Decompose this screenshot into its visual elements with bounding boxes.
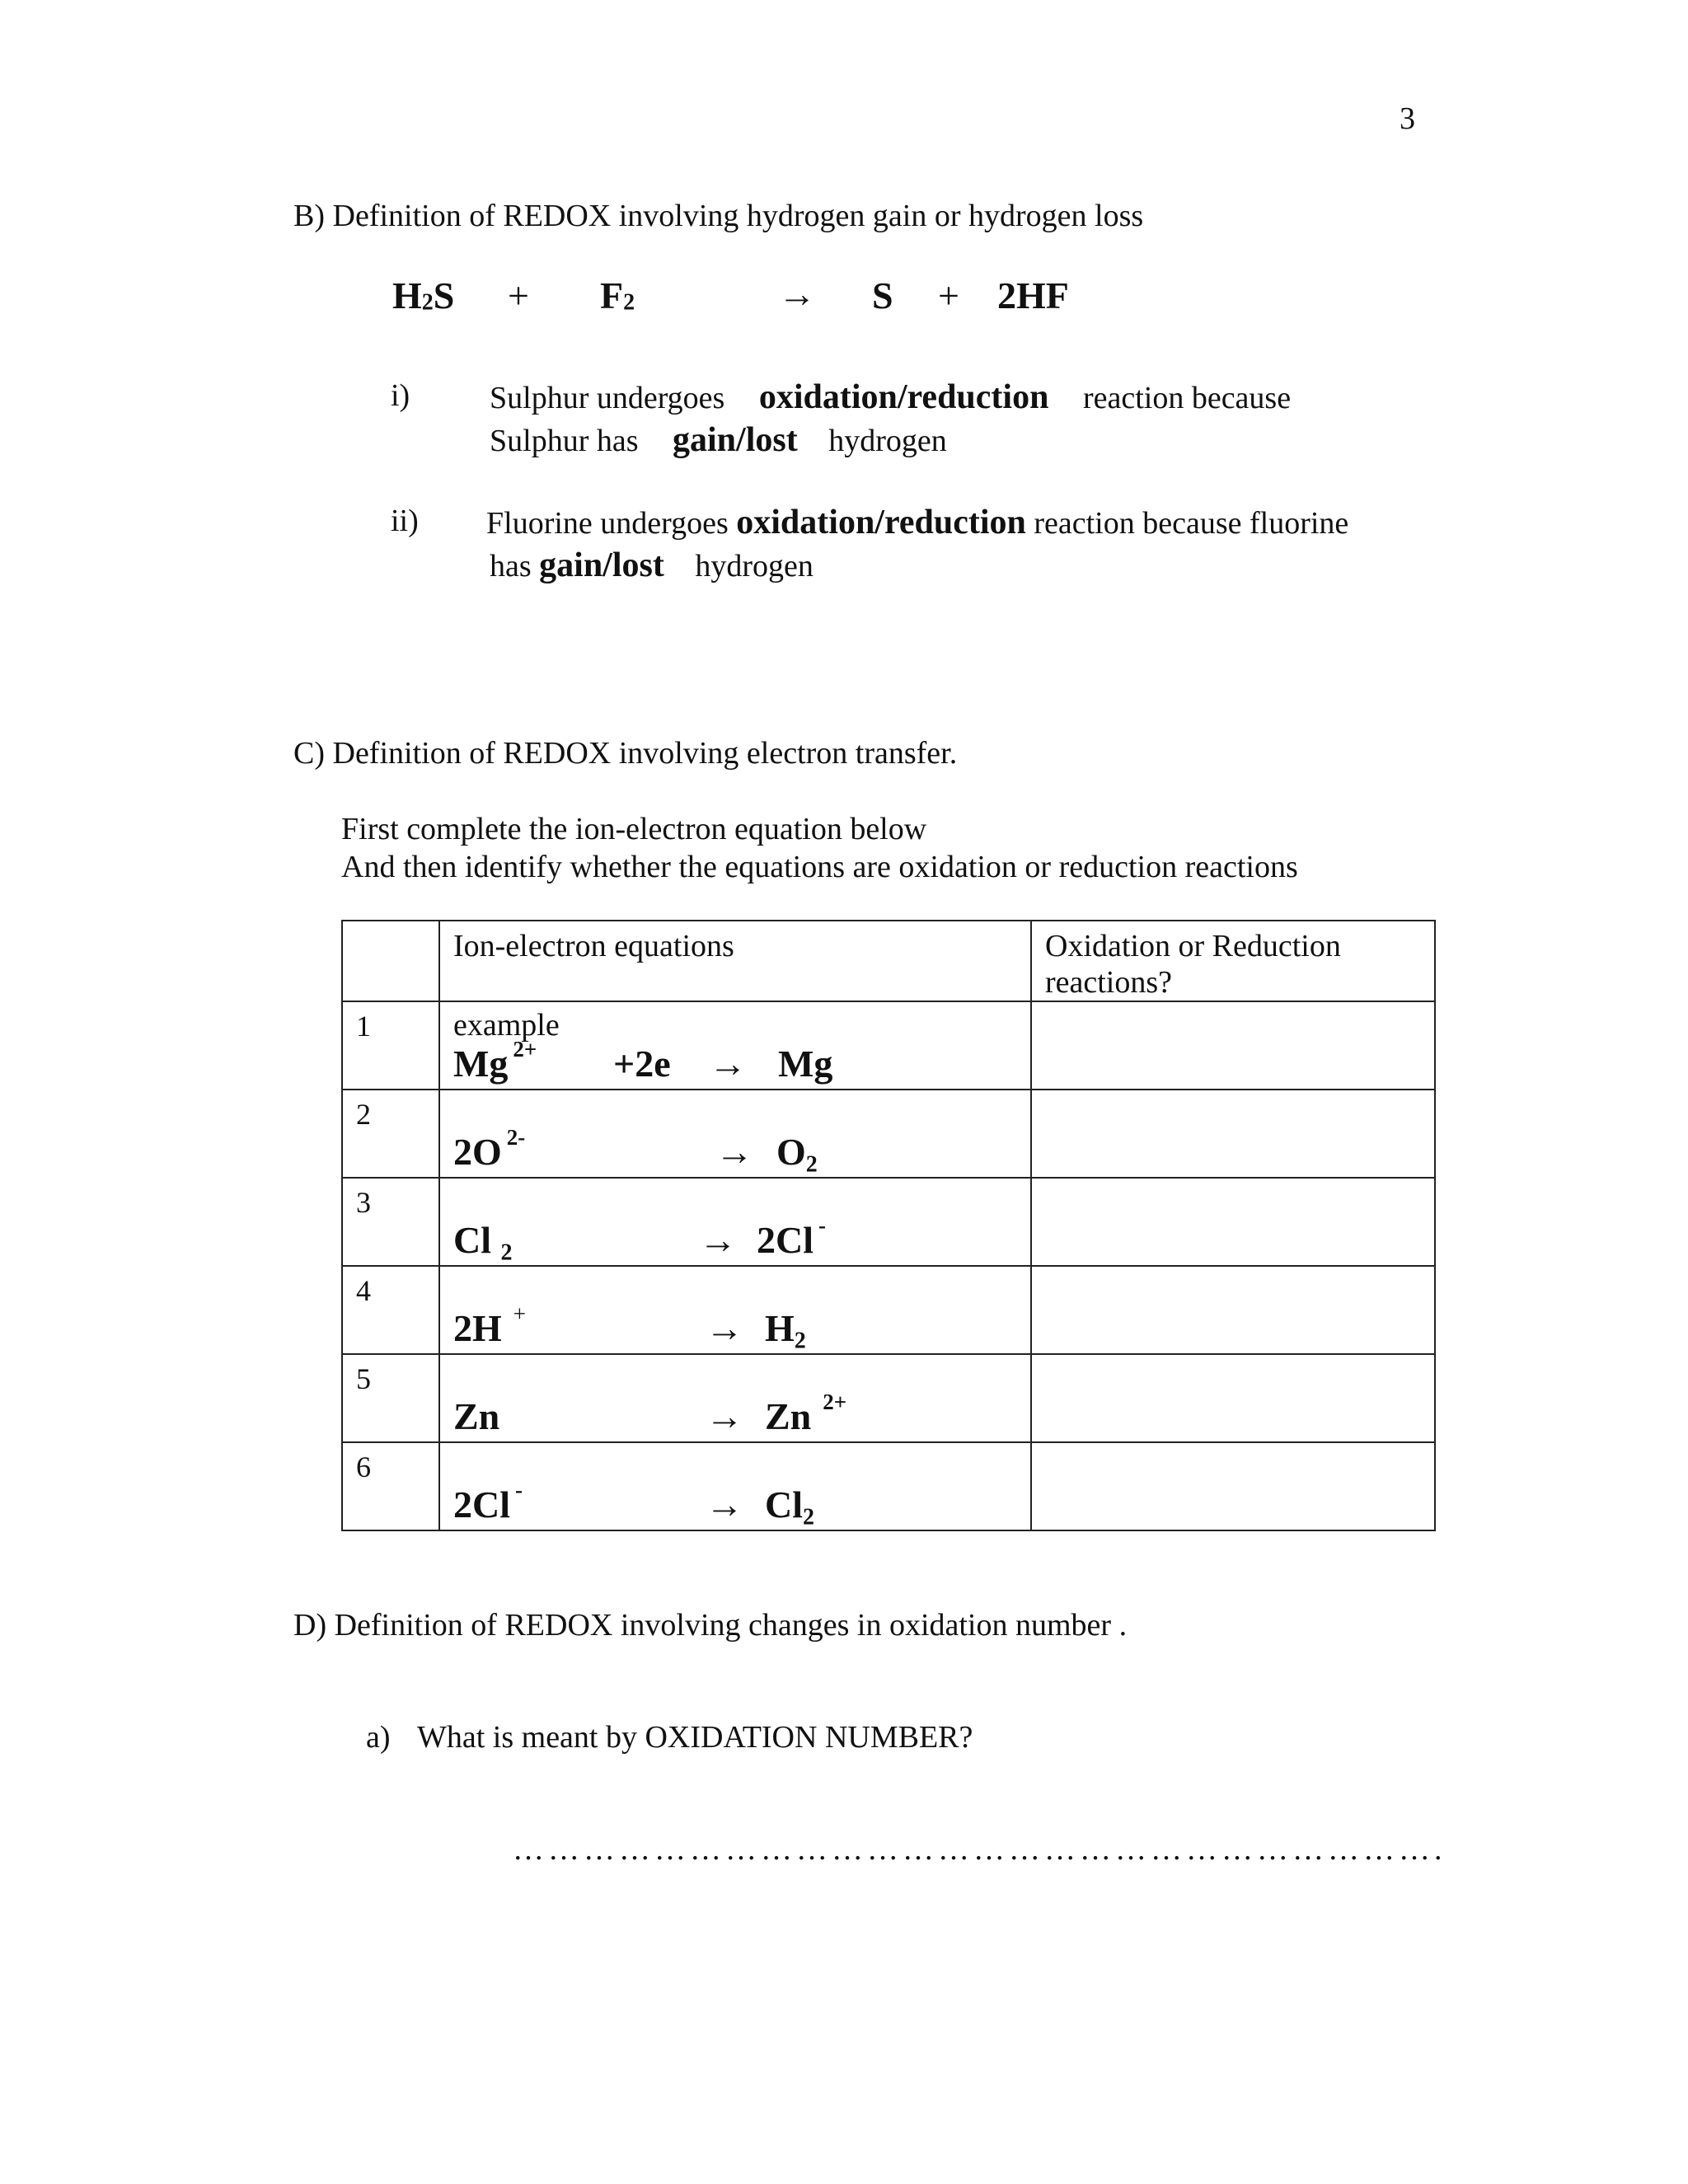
equation-lhs: 2Cl - (453, 1477, 523, 1526)
reaction-arrow: → (778, 273, 816, 315)
example-label: example (453, 1008, 560, 1043)
answer-cell[interactable] (1031, 1090, 1435, 1178)
table-header-cell (342, 921, 439, 1001)
page-number: 3 (1400, 101, 1415, 136)
item-line: Fluorine undergoes oxidation/reduction reaction because fluorine (486, 504, 1349, 541)
table-header-row (342, 921, 1435, 1001)
row-number-cell: 4 (342, 1266, 439, 1354)
equation-lhs: 2O $^{2-}$ (453, 1124, 526, 1173)
product-s: S (872, 274, 893, 316)
plus-sign: + (938, 274, 959, 316)
equation-cell[interactable] (439, 1442, 1031, 1530)
question-marker: a) (366, 1720, 391, 1755)
product-2hf: 2HF (997, 274, 1069, 316)
equation-lhs: Zn (453, 1395, 500, 1437)
answer-cell[interactable] (1031, 1001, 1435, 1090)
section-b-heading: B) Definition of REDOX involving hydrogen gain or hydrogen loss (293, 199, 1144, 233)
instruction-text: First complete the ion-electron equation below (341, 812, 927, 846)
choice-oxidation-reduction[interactable]: oxidation/reduction (758, 378, 1049, 416)
row-number-cell: 5 (342, 1354, 439, 1442)
answer-line[interactable]: ……………………………………………………………………. (513, 1832, 1447, 1867)
equation-arrow: → (709, 1043, 747, 1085)
item-line: Sulphur has gain/lost hydrogen (490, 421, 947, 459)
question-text: What is meant by OXIDATION NUMBER? (417, 1720, 973, 1755)
equation-arrow: → (706, 1307, 743, 1349)
equation-rhs: 2Cl - (757, 1212, 826, 1261)
equation-cell (439, 1001, 1031, 1090)
answer-cell[interactable] (1031, 1354, 1435, 1442)
choice-gain-lost[interactable]: gain/lost (673, 421, 798, 459)
item-marker: ii) (391, 504, 419, 538)
equation-rhs: Mg (778, 1043, 833, 1085)
table-row (342, 1266, 1435, 1354)
row-number-cell: 1 (342, 1001, 439, 1090)
table-header-cell: Ion-electron equations (439, 921, 1031, 1001)
equation-rhs: $O_2$ (776, 1131, 818, 1178)
answer-cell[interactable] (1031, 1266, 1435, 1354)
item-line: Sulphur undergoes oxidation/reduction reaction because (490, 378, 1292, 416)
reactant-h2s: $H_2S$ (392, 274, 455, 316)
reactant-f2: $F_2$ (600, 274, 635, 316)
section-d-heading: D) Definition of REDOX involving changes in oxidation number . (293, 1608, 1128, 1643)
row-number-cell: 6 (342, 1442, 439, 1530)
table-row (342, 1001, 1435, 1090)
plus-sign: + (508, 274, 529, 316)
equation-arrow: → (699, 1219, 737, 1261)
section-c-heading: C) Definition of REDOX involving electron transfer. (293, 736, 958, 771)
equation-arrow: → (706, 1395, 743, 1437)
equation-lhs: 2H + (453, 1301, 527, 1349)
table-row (342, 1442, 1435, 1530)
answer-cell[interactable] (1031, 1178, 1435, 1266)
equation-electrons: +2e (613, 1043, 671, 1085)
row-number-cell: 2 (342, 1090, 439, 1178)
equation-arrow: → (715, 1131, 753, 1173)
equation-rhs: $H_2$ (765, 1307, 806, 1354)
table-row (342, 1090, 1435, 1178)
table-row (342, 1354, 1435, 1442)
item-marker: i) (391, 378, 410, 413)
table-row (342, 1178, 1435, 1266)
equation-cell[interactable] (439, 1090, 1031, 1178)
equation-rhs: Zn $^{2+}$ (765, 1389, 847, 1437)
equation-cell[interactable] (439, 1266, 1031, 1354)
equation-cell[interactable] (439, 1178, 1031, 1266)
equation-cell[interactable] (439, 1354, 1031, 1442)
equation-rhs: $Cl_2$ (765, 1483, 814, 1530)
choice-gain-lost[interactable]: gain/lost (539, 546, 664, 584)
table-header-cell: Oxidation or Reduction reactions? (1031, 921, 1435, 1001)
row-number-cell: 3 (342, 1178, 439, 1266)
ion-electron-table (341, 920, 1436, 1531)
instruction-text: And then identify whether the equations are oxidation or reduction reactions (341, 850, 1298, 884)
choice-oxidation-reduction[interactable]: oxidation/reduction (736, 504, 1026, 541)
answer-cell[interactable] (1031, 1442, 1435, 1530)
item-line: has gain/lost hydrogen (490, 546, 814, 584)
equation-lhs: Cl $_2$ (453, 1219, 513, 1266)
equation-arrow: → (706, 1483, 743, 1526)
equation-lhs: Mg $^{2+}$ (453, 1036, 537, 1085)
